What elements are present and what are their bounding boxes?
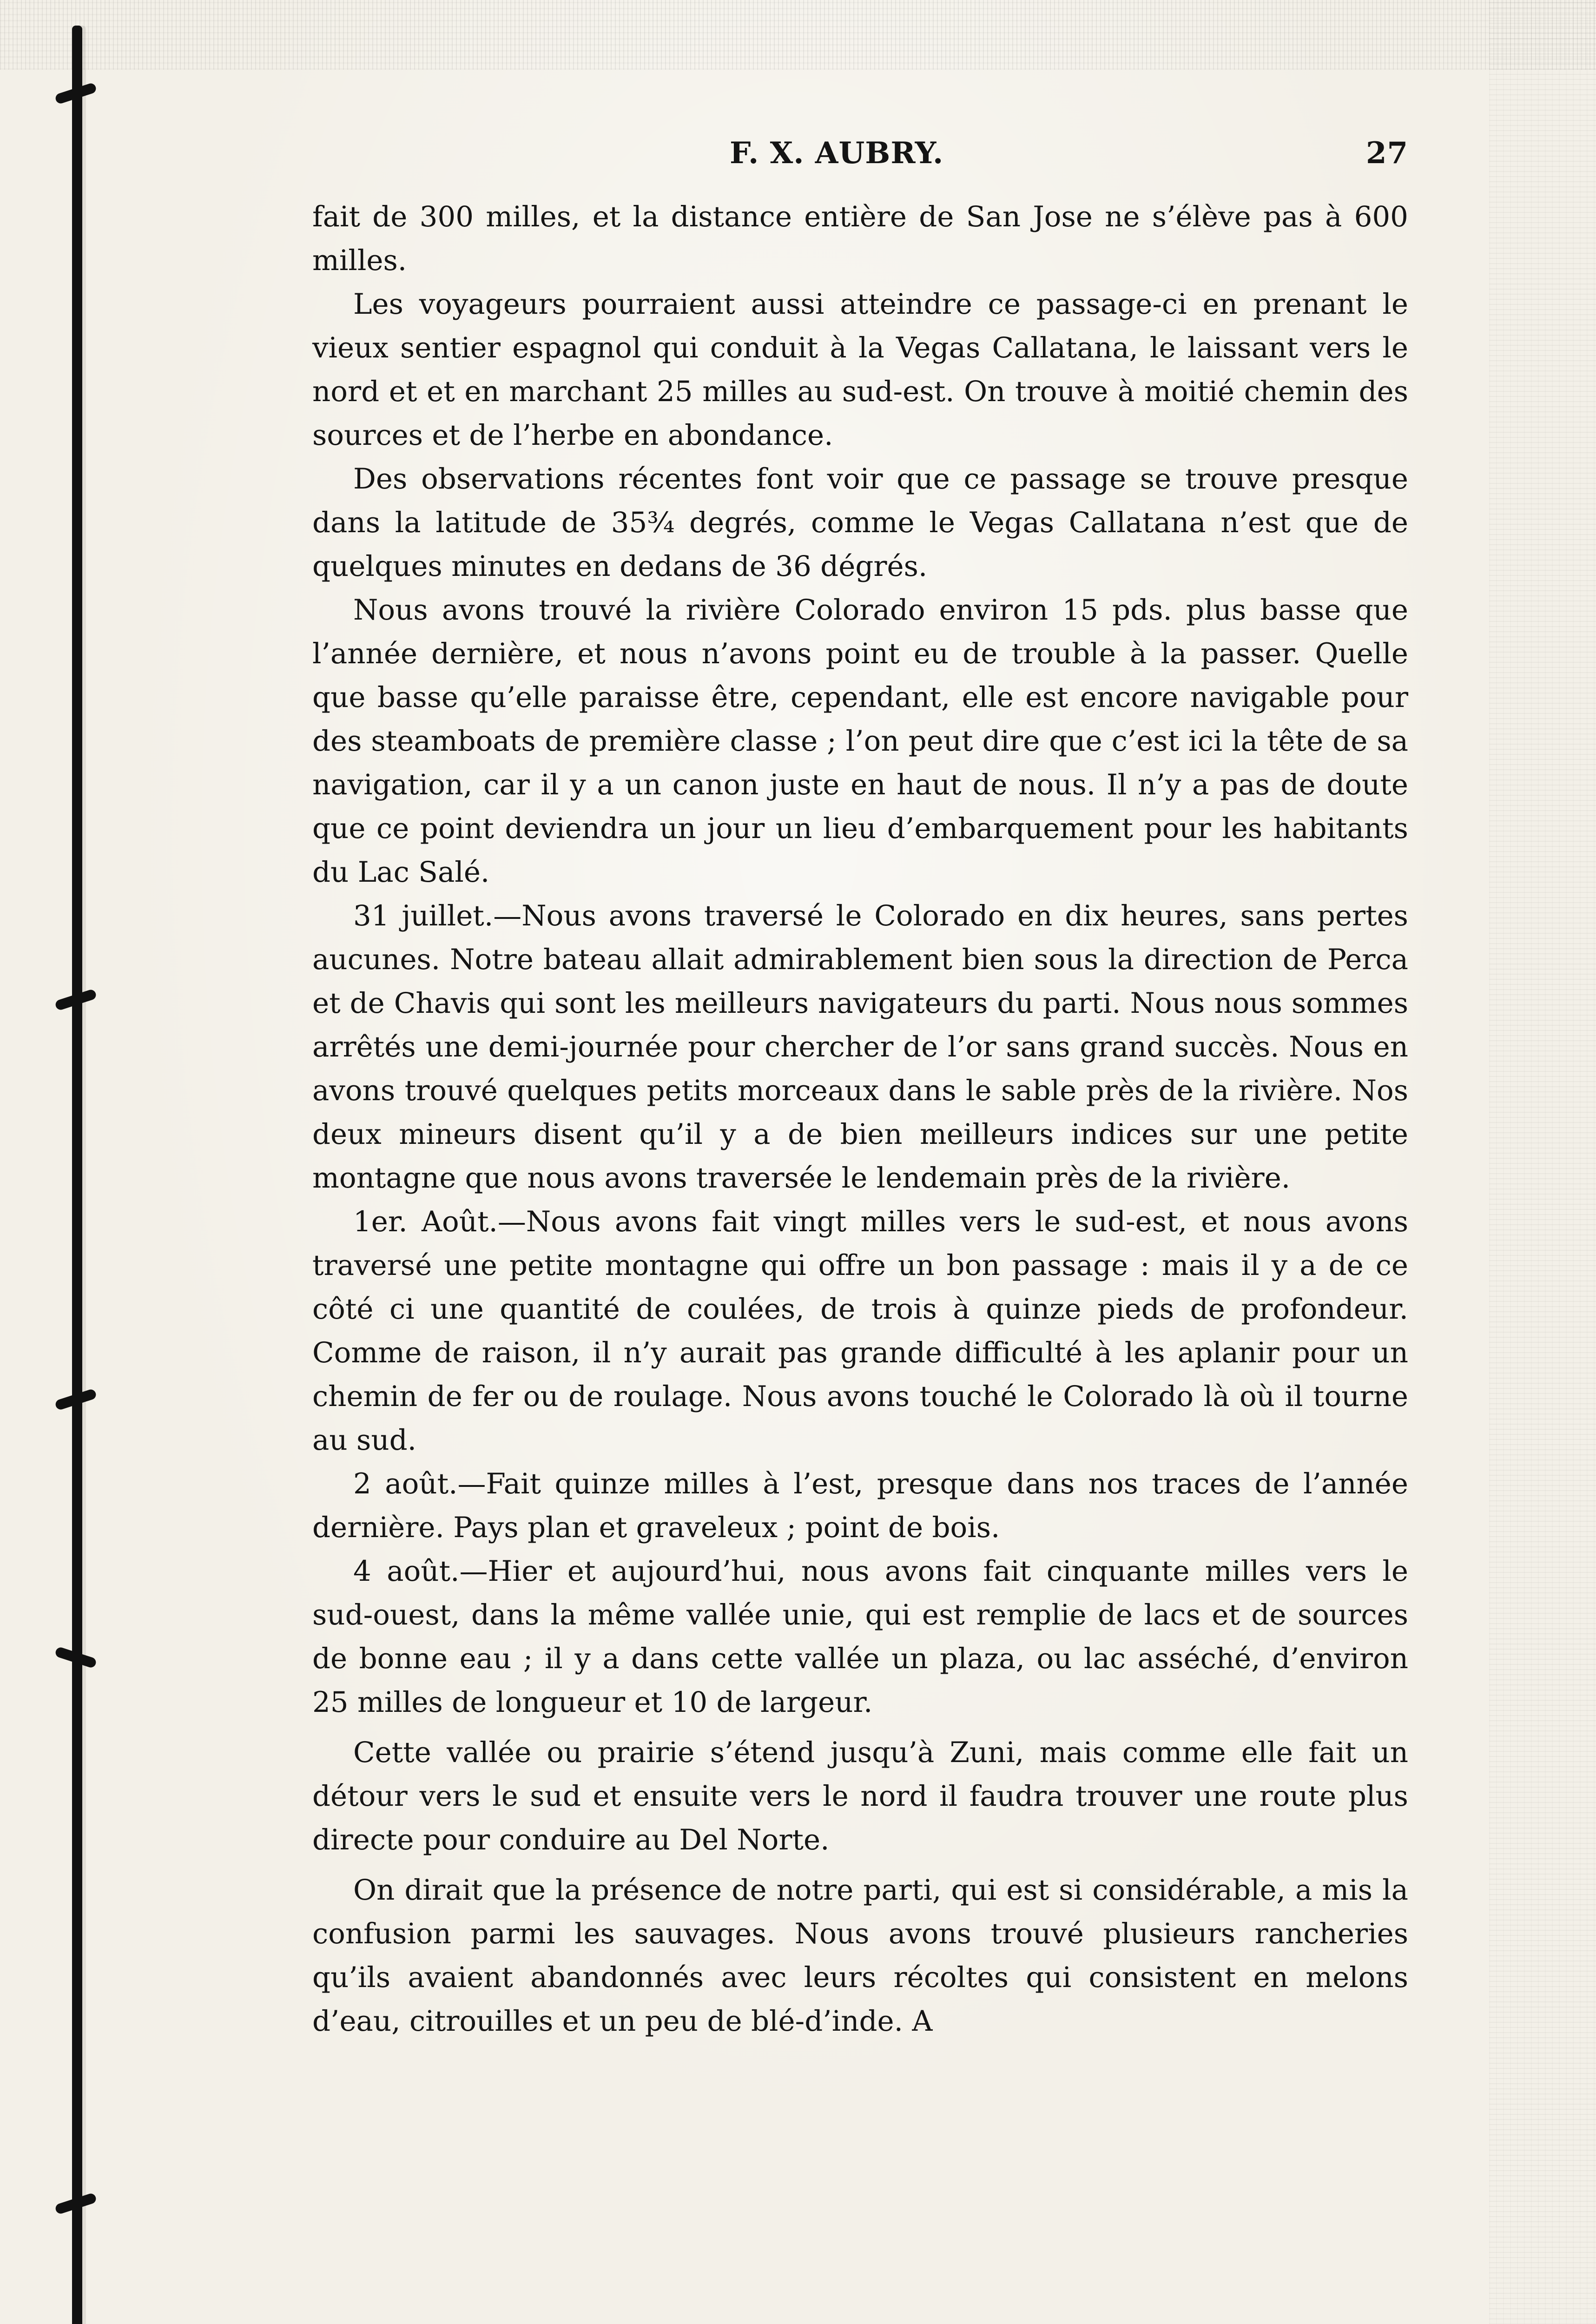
scan-noise-top bbox=[0, 0, 1596, 70]
paragraph-1: fait de 300 milles, et la distance entière de San Jose ne s’élève pas à 600 milles. bbox=[312, 200, 1408, 277]
binding-edge-line bbox=[72, 26, 82, 2324]
paragraph-6: 1er. Août.—Nous avons fait vingt milles vers le sud-est, et nous avons traversé une petite montagne qui offre un bon passage : mais il y a de ce côté ci une quantité de coulées, de trois à quinze pieds de profondeur. Comme de raison, il n’y aurait pas grande difficulté à les aplanir pour un chemin de fer ou de roulage. Nous avons touché le Colorado là où il tourne au sud. bbox=[312, 1205, 1408, 1457]
paragraph-10: On dirait que la présence de notre parti, qui est si considérable, a mis la confusion parmi les sauvages. Nous avons trouvé plusieurs rancheries qu’ils avaient abandonnés avec leurs récoltes qui consistent en melons d’eau, citrouilles et un peu de blé-d’inde. A bbox=[312, 1874, 1408, 2038]
paragraph-2: Les voyageurs pourraient aussi atteindre ce passage-ci en prenant le vieux sentier espagnol qui conduit à la Vegas Callatana, le laissant vers le nord et et en marchant 25 milles au sud-est. On trouve à moitié chemin des sources et de l’herbe en abondance. bbox=[312, 288, 1408, 452]
paragraph-9: Cette vallée ou prairie s’étend jusqu’à Zuni, mais comme elle fait un détour vers le sud et ensuite vers le nord il faudra trouver une route plus directe pour conduire au Del Norte. bbox=[312, 1736, 1408, 1856]
scan-noise-right bbox=[1489, 0, 1596, 2324]
page-number: 27 bbox=[1365, 136, 1408, 171]
paragraph-7: 2 août.—Fait quinze milles à l’est, presque dans nos traces de l’année dernière. Pays plan et graveleux ; point de bois. bbox=[312, 1467, 1408, 1544]
page-header bbox=[730, 136, 1408, 182]
paragraph-5: 31 juillet.—Nous avons traversé le Colorado en dix heures, sans pertes aucunes. Notre bateau allait admirablement bien sous la direction de Perca et de Chavis qui sont les meilleurs navigateurs du parti. Nous nous sommes arrêtés une demi-journée pour chercher de l’or sans grand succès. Nous en avons trouvé quelques petits morceaux dans le sable près de la rivière. Nos deux mineurs disent qu’il y a de bien meilleurs indices sur une petite montagne que nous avons traversée le lendemain près de la rivière. bbox=[312, 899, 1408, 1195]
paragraph-gap bbox=[312, 1862, 1408, 1868]
paragraph-gap bbox=[312, 1724, 1408, 1731]
body-text bbox=[312, 195, 1408, 2043]
running-title: F. X. AUBRY. bbox=[730, 136, 944, 171]
paragraph-4: Nous avons trouvé la rivière Colorado environ 15 pds. plus basse que l’année dernière, et nous n’avons point eu de trouble à la passer. Quelle que basse qu’elle paraisse être, cependant, elle est encore navigable pour des steamboats de première classe ; l’on peut dire que c’est ici la tête de sa navigation, car il y a un canon juste en haut de nous. Il n’y a pas de doute que ce point deviendra un jour un lieu d’embarquement pour les habitants du Lac Salé. bbox=[312, 594, 1408, 889]
paragraph-3: Des observations récentes font voir que ce passage se trouve presque dans la latitude de 35¾ degrés, comme le Vegas Callatana n’est que de quelques minutes en dedans de 36 dégrés. bbox=[312, 462, 1408, 583]
paragraph-8: 4 août.—Hier et aujourd’hui, nous avons fait cinquante milles vers le sud-ouest, dans la même vallée unie, qui est remplie de lacs et de sources de bonne eau ; il y a dans cette vallée un plaza, ou lac asséché, d’environ 25 milles de longueur et 10 de largeur. bbox=[312, 1555, 1408, 1719]
